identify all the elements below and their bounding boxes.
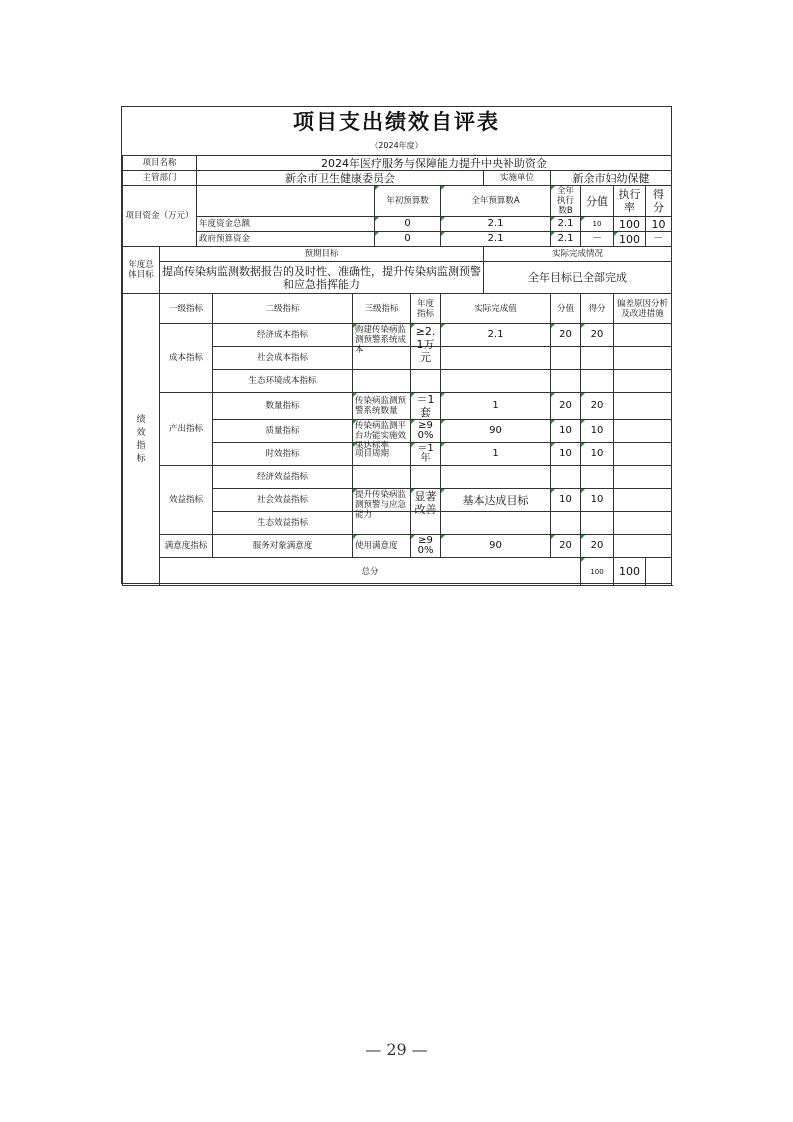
target (411, 489, 441, 516)
funds-header-score: 得分 (646, 186, 672, 217)
header-value: 分值 (551, 294, 581, 324)
target (411, 347, 441, 370)
target: ≥90% (411, 420, 441, 443)
funds-score-value: － (581, 232, 614, 247)
funds-row (123, 217, 672, 232)
actual-completion: 全年目标已全部完成 (484, 262, 672, 294)
funds-executed: 2.1 (551, 217, 581, 232)
score: 20 (581, 535, 614, 558)
score (581, 512, 614, 535)
expected-goal-label: 预期目标 (160, 247, 484, 262)
deviation (614, 466, 672, 489)
indicators-header-row (123, 294, 672, 324)
funds-row-name: 政府预算资金 (197, 232, 375, 247)
deviation (614, 324, 672, 347)
funds-score: － (646, 232, 672, 247)
dept-label: 主管部门 (123, 171, 197, 186)
project-name: 2024年医疗服务与保障能力提升中央补助资金 (197, 156, 672, 171)
actual (441, 347, 551, 370)
page-number: — 29 — (365, 1040, 428, 1059)
score: 20 (581, 393, 614, 420)
level3-text: 购建传染病监测预警系统成本 (355, 325, 407, 355)
total-row (123, 558, 672, 586)
header-score: 得分 (581, 294, 614, 324)
header-level3: 三级指标 (353, 294, 411, 324)
score (581, 347, 614, 370)
level2: 质量指标 (213, 420, 353, 443)
total-label: 总分 (160, 558, 581, 586)
impl-label: 实施单位 (484, 171, 551, 186)
actual (441, 466, 551, 489)
funds-annual: 2.1 (441, 217, 551, 232)
sheet-year: （2024年度） (370, 141, 423, 150)
value: 20 (551, 393, 581, 420)
level3: 项目周期 (353, 443, 411, 466)
value: 10 (551, 420, 581, 443)
indicators-label (123, 294, 160, 586)
value: 20 (551, 535, 581, 558)
funds-score-value: 10 (581, 217, 614, 232)
actual (441, 370, 551, 393)
level2: 时效指标 (213, 443, 353, 466)
actual: 2.1 (441, 324, 551, 347)
score (581, 466, 614, 489)
indicator-row (123, 535, 672, 558)
target: ＝1套 (411, 393, 441, 420)
actual: 90 (441, 420, 551, 443)
level3 (353, 420, 411, 451)
level2: 社会成本指标 (213, 347, 353, 370)
level2: 数量指标 (213, 393, 353, 420)
score: 20 (581, 324, 614, 347)
funds-header-score-value: 分值 (581, 186, 614, 217)
indicator-row (123, 393, 672, 420)
sheet-title: 项目支出绩效自评表 (293, 109, 500, 134)
project-row (123, 156, 672, 171)
funds-header-annual: 全年预算数A (441, 186, 551, 217)
funds-initial: 0 (375, 217, 441, 232)
actual-completion-label: 实际完成情况 (484, 247, 672, 262)
header-target: 年度指标 (411, 294, 441, 324)
performance-self-evaluation-sheet (121, 106, 672, 584)
level3 (353, 347, 411, 370)
dept-name: 新余市卫生健康委员会 (197, 171, 484, 186)
funds-header-executed: 全年执行数B (551, 186, 581, 217)
level1-cost: 成本指标 (160, 324, 213, 393)
score: 10 (581, 489, 614, 512)
deviation (614, 370, 672, 393)
header-level2: 二级指标 (213, 294, 353, 324)
deviation (614, 512, 672, 535)
level2: 生态环境成本指标 (213, 370, 353, 393)
header-level1: 一级指标 (160, 294, 213, 324)
score (581, 370, 614, 393)
dept-row (123, 171, 672, 186)
actual (441, 512, 551, 535)
level1-satisfaction: 满意度指标 (160, 535, 213, 558)
level3 (353, 512, 411, 535)
score: 10 (581, 420, 614, 443)
deviation (614, 443, 672, 466)
level3 (353, 489, 411, 520)
funds-initial: 0 (375, 232, 441, 247)
indicator-row (123, 324, 672, 347)
funds-label: 项目资金（万元） (123, 186, 197, 247)
deviation (614, 420, 672, 443)
total-deviation (646, 558, 672, 586)
level2: 社会效益指标 (213, 489, 353, 512)
value (551, 347, 581, 370)
level2: 经济效益指标 (213, 466, 353, 489)
total-score: 100 (614, 558, 646, 586)
funds-header-row (123, 186, 672, 217)
value: 10 (551, 489, 581, 512)
header-deviation: 偏差原因分析及改进措施 (614, 294, 672, 324)
target: ≥90% (411, 535, 441, 558)
deviation (614, 489, 672, 512)
actual: 90 (441, 535, 551, 558)
score: 10 (581, 443, 614, 466)
goal-label: 年度总体目标 (123, 247, 160, 294)
actual: 1 (441, 443, 551, 466)
target-text: ≥2.1万元 (415, 325, 436, 364)
level3 (353, 466, 411, 489)
expected-goal: 提高传染病监测数据报告的及时性、准确性，提升传染病监测预警和应急指挥能力 (160, 262, 484, 294)
target (411, 512, 441, 535)
deviation (614, 393, 672, 420)
value: 20 (551, 324, 581, 347)
target (411, 370, 441, 393)
total-value: 100 (581, 558, 614, 586)
level3 (353, 393, 411, 420)
funds-score: 10 (646, 217, 672, 232)
level3 (353, 324, 411, 355)
indicators-label-text: 绩效指标 (136, 414, 146, 464)
evaluation-table (122, 155, 672, 586)
funds-executed: 2.1 (551, 232, 581, 247)
value (551, 370, 581, 393)
actual-text: 基本达成目标 (462, 493, 529, 507)
actual: 1 (441, 393, 551, 420)
funds-rate: 100 (614, 217, 646, 232)
level1-benefit: 效益指标 (160, 466, 213, 535)
target: ＝1年 (411, 443, 441, 466)
funds-header-rate: 执行率 (614, 186, 646, 217)
funds-annual: 2.1 (441, 232, 551, 247)
target-text: 显著改善 (414, 490, 437, 516)
header-actual: 实际完成值 (441, 294, 551, 324)
value (551, 466, 581, 489)
level1-output: 产出指标 (160, 393, 213, 466)
level3-text: 提升传染病监测预警与应急能力 (355, 490, 407, 520)
indicator-row (123, 466, 672, 489)
funds-row (123, 232, 672, 247)
level3-text: 传染病监测平台功能实施效果达标率 (355, 421, 407, 451)
goal-header-row (123, 247, 672, 262)
project-label: 项目名称 (123, 156, 197, 171)
funds-rate: 100 (614, 232, 646, 247)
deviation (614, 535, 672, 558)
funds-row-name: 年度资金总额 (197, 217, 375, 232)
target (411, 324, 441, 364)
level3-text: 传染病监测预警系统数量 (355, 396, 407, 416)
funds-header-initial: 年初预算数 (375, 186, 441, 217)
goal-row (123, 262, 672, 294)
level2: 经济成本指标 (213, 324, 353, 347)
level2: 生态效益指标 (213, 512, 353, 535)
level2: 服务对象满意度 (213, 535, 353, 558)
deviation (614, 347, 672, 370)
value: 10 (551, 443, 581, 466)
level3: 使用满意度 (353, 535, 411, 558)
level3 (353, 370, 411, 393)
value (551, 512, 581, 535)
actual (441, 489, 551, 512)
impl-unit: 新余市妇幼保健 (551, 171, 672, 186)
target (411, 466, 441, 489)
funds-blank (197, 186, 375, 217)
